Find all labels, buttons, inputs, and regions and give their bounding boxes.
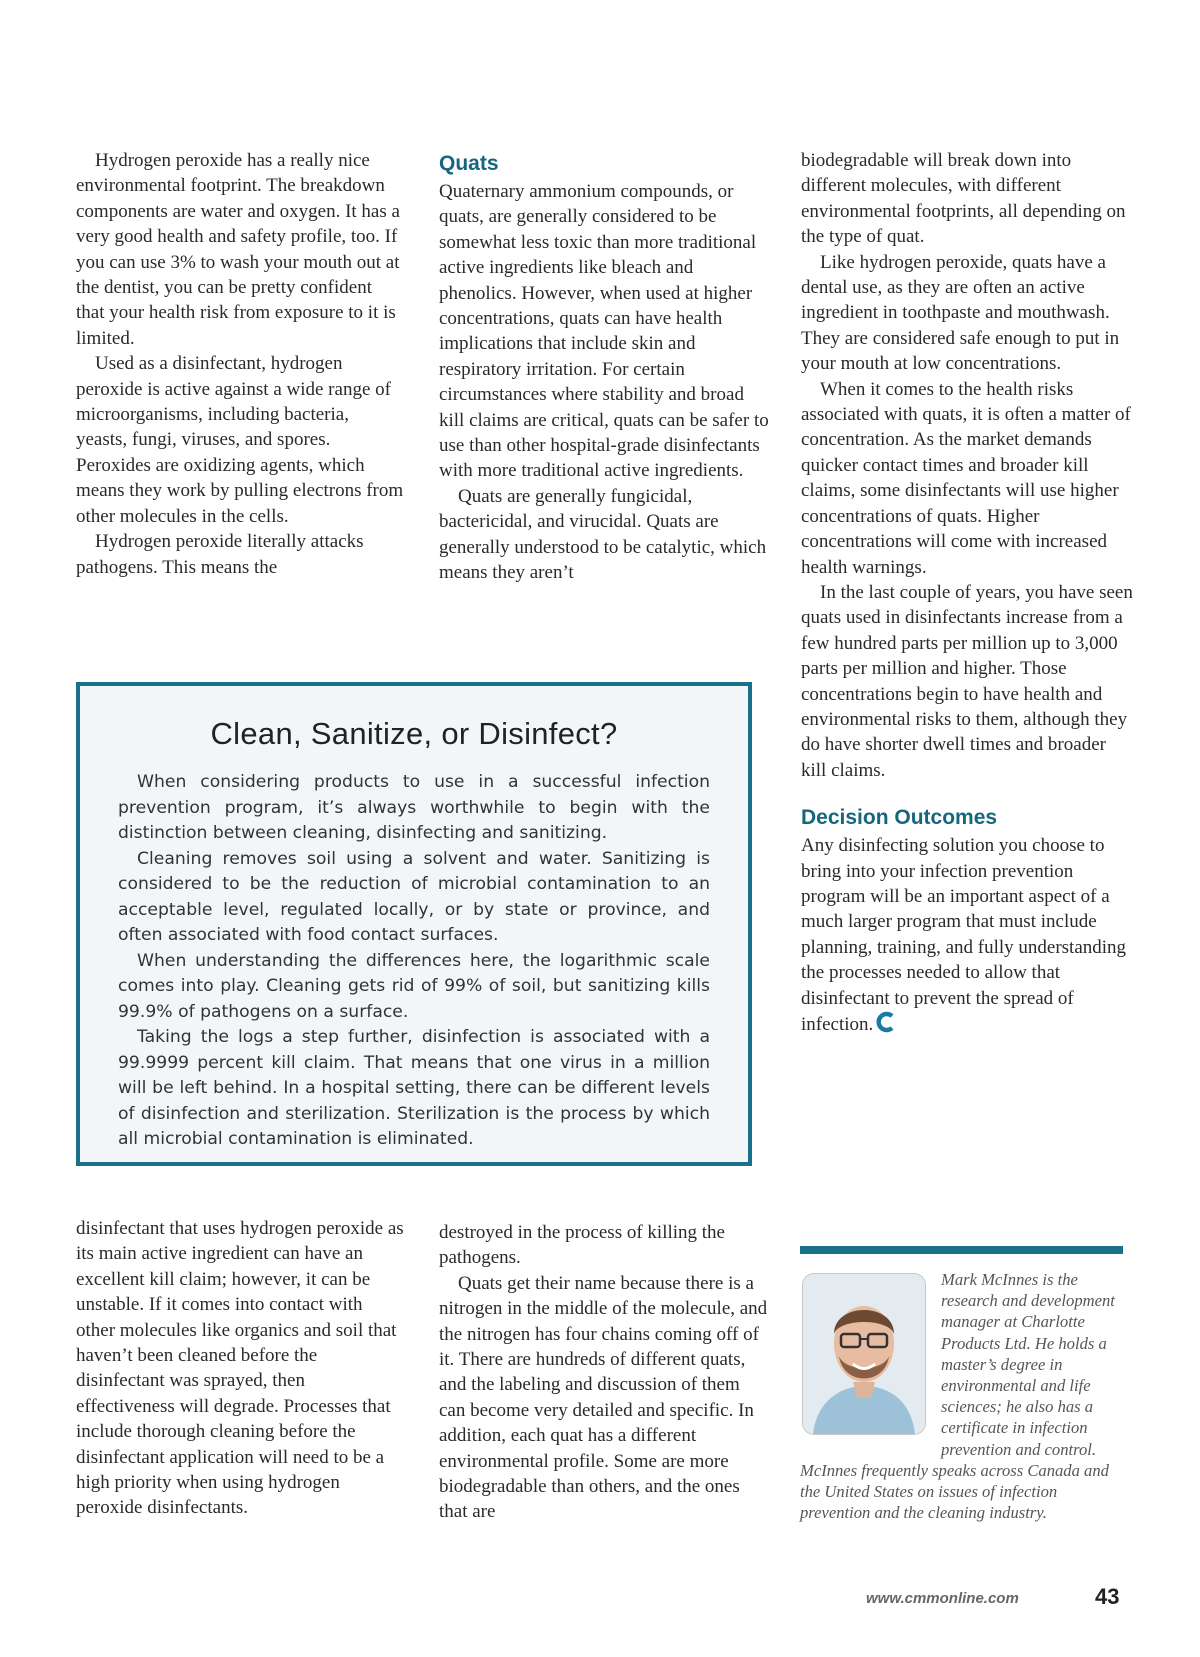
section-heading-decision-outcomes: Decision Outcomes bbox=[801, 806, 998, 830]
final-paragraph-text: Any disinfecting solution you choose to bring into your infection prevention program will be an important aspect of a much larger program that must include planning, training, and fully understanding the processes needed to allow that disinfectant to prevent the spread of infection. bbox=[801, 835, 1127, 1036]
sidebar-body bbox=[118, 770, 710, 1153]
column-3 bbox=[801, 148, 1134, 1040]
end-mark-icon bbox=[876, 1011, 896, 1040]
page-number: 43 bbox=[1095, 1584, 1120, 1609]
paragraph: disinfectant that uses hydrogen peroxide as its main active ingredient can have an excellent kill claim; however, it can be unstable. If it comes into contact with other molecules like organics and soil that haven’t been cleaned before the disinfectant was sprayed, then effectiveness will degrade. Processes that include thorough cleaning before the disinfectant application will need to be a high priority when using hydrogen peroxide disinfectants. bbox=[76, 1218, 404, 1519]
paragraph: Hydrogen peroxide literally attacks pathogens. This means the bbox=[76, 531, 364, 578]
sidebar-paragraph: When understanding the differences here, the logarithmic scale comes into play. Cleaning gets rid of 99% of soil, but sanitizing kills 99.9% of pathogens on a surface. bbox=[118, 950, 710, 1022]
paragraph: In the last couple of years, you have seen quats used in disinfectants increase from a few hundred parts per million up to 3,000 parts per million and higher. Those concentrations begin to have health and environmental risks to them, although they do have shorter dwell times and broader kill claims. bbox=[801, 581, 1133, 781]
paragraph: biodegradable will break down into different molecules, with different environmental footprints, all depending on the type of quat. bbox=[801, 150, 1126, 248]
footer-url[interactable]: www.cmmonline.com bbox=[866, 1590, 1019, 1607]
sidebar-title: Clean, Sanitize, or Disinfect? bbox=[210, 716, 618, 751]
sidebar-paragraph: Taking the logs a step further, disinfection is associated with a 99.9999 percent kill claim. That means that one virus in a million will be left behind. In a hospital setting, there can be different levels of disinfection and sterilization. Sterilization is the process by which all microbial contamination is eliminated. bbox=[118, 1027, 710, 1149]
sidebar-paragraph: When considering products to use in a successful infection prevention program, it’s always worthwhile to begin with the distinction between cleaning, disinfecting and sanitizing. bbox=[118, 772, 710, 843]
bio-divider-bar bbox=[800, 1246, 1123, 1254]
column-1-bottom bbox=[76, 1216, 406, 1521]
column-1-top bbox=[76, 148, 404, 580]
column-2-bottom bbox=[439, 1220, 769, 1525]
paragraph: Like hydrogen peroxide, quats have a dental use, as they are often an active ingredient in toothpaste and mouthwash. They are considered safe enough to put in your mouth at low concentrations. bbox=[801, 251, 1120, 375]
paragraph: Hydrogen peroxide has a really nice environmental footprint. The breakdown components are water and oxygen. It has a very good health and safety profile, too. If you can use 3% to wash your mouth out at the dentist, you can be pretty confident that your health risk from exposure to it is limited. bbox=[76, 150, 400, 349]
paragraph: Used as a disinfectant, hydrogen peroxide is active against a wide range of microorganisms, including bacteria, yeasts, fungi, viruses, and spores. Peroxides are oxidizing agents, which means they work by pulling electrons from other molecules in the cells. bbox=[76, 353, 404, 527]
paragraph bbox=[801, 833, 1134, 1040]
sidebar-paragraph: Cleaning removes soil using a solvent and water. Sanitizing is considered to be the reduction of microbial contamination to an acceptable level, regulated locally, or by state or province, and often associated with food contact surfaces. bbox=[118, 848, 710, 945]
author-bio bbox=[800, 1269, 1124, 1523]
section-heading-quats: Quats bbox=[439, 152, 499, 175]
paragraph: Quats get their name because there is a nitrogen in the middle of the molecule, and the nitrogen has four chains coming off of it. There are hundreds of different quats, and the labeling and discussion of them can become very detailed and specific. In addition, each quat has a different environmental profile. Some are more biodegradable than others, and the ones that are bbox=[439, 1272, 768, 1523]
paragraph: When it comes to the health risks associated with quats, it is often a matter of concentration. As the market demands quicker contact times and broader kill claims, some disinfectants will use higher concentrations of quats. Higher concentrations will come with increased health warnings. bbox=[801, 378, 1131, 578]
paragraph: Quats are generally fungicidal, bactericidal, and virucidal. Quats are generally understood to be catalytic, which means they aren’t bbox=[439, 485, 767, 584]
paragraph: destroyed in the process of killing the pathogens. bbox=[439, 1222, 725, 1269]
paragraph: Quaternary ammonium compounds, or quats, are generally considered to be somewhat less toxic than more traditional active ingredients like bleach and phenolics. However, when used at higher concentrations, quats can have health implications that include skin and respiratory irritation. For certain circumstances where stability and broad kill claims are critical, quats can be safer to use than other hospital-grade disinfectants with more traditional active ingredients. bbox=[439, 181, 769, 482]
author-bio-text: Mark McInnes is the research and development manager at Charlotte Products Ltd. He holds a master’s degree in environmental and life sciences; he also has a certificate in infection prevention and control. McInnes frequently speaks across Canada and the United States on issues of infection prevention and the cleaning industry. bbox=[800, 1270, 1115, 1523]
sidebar-box bbox=[76, 682, 752, 1166]
column-2-top bbox=[439, 151, 769, 586]
